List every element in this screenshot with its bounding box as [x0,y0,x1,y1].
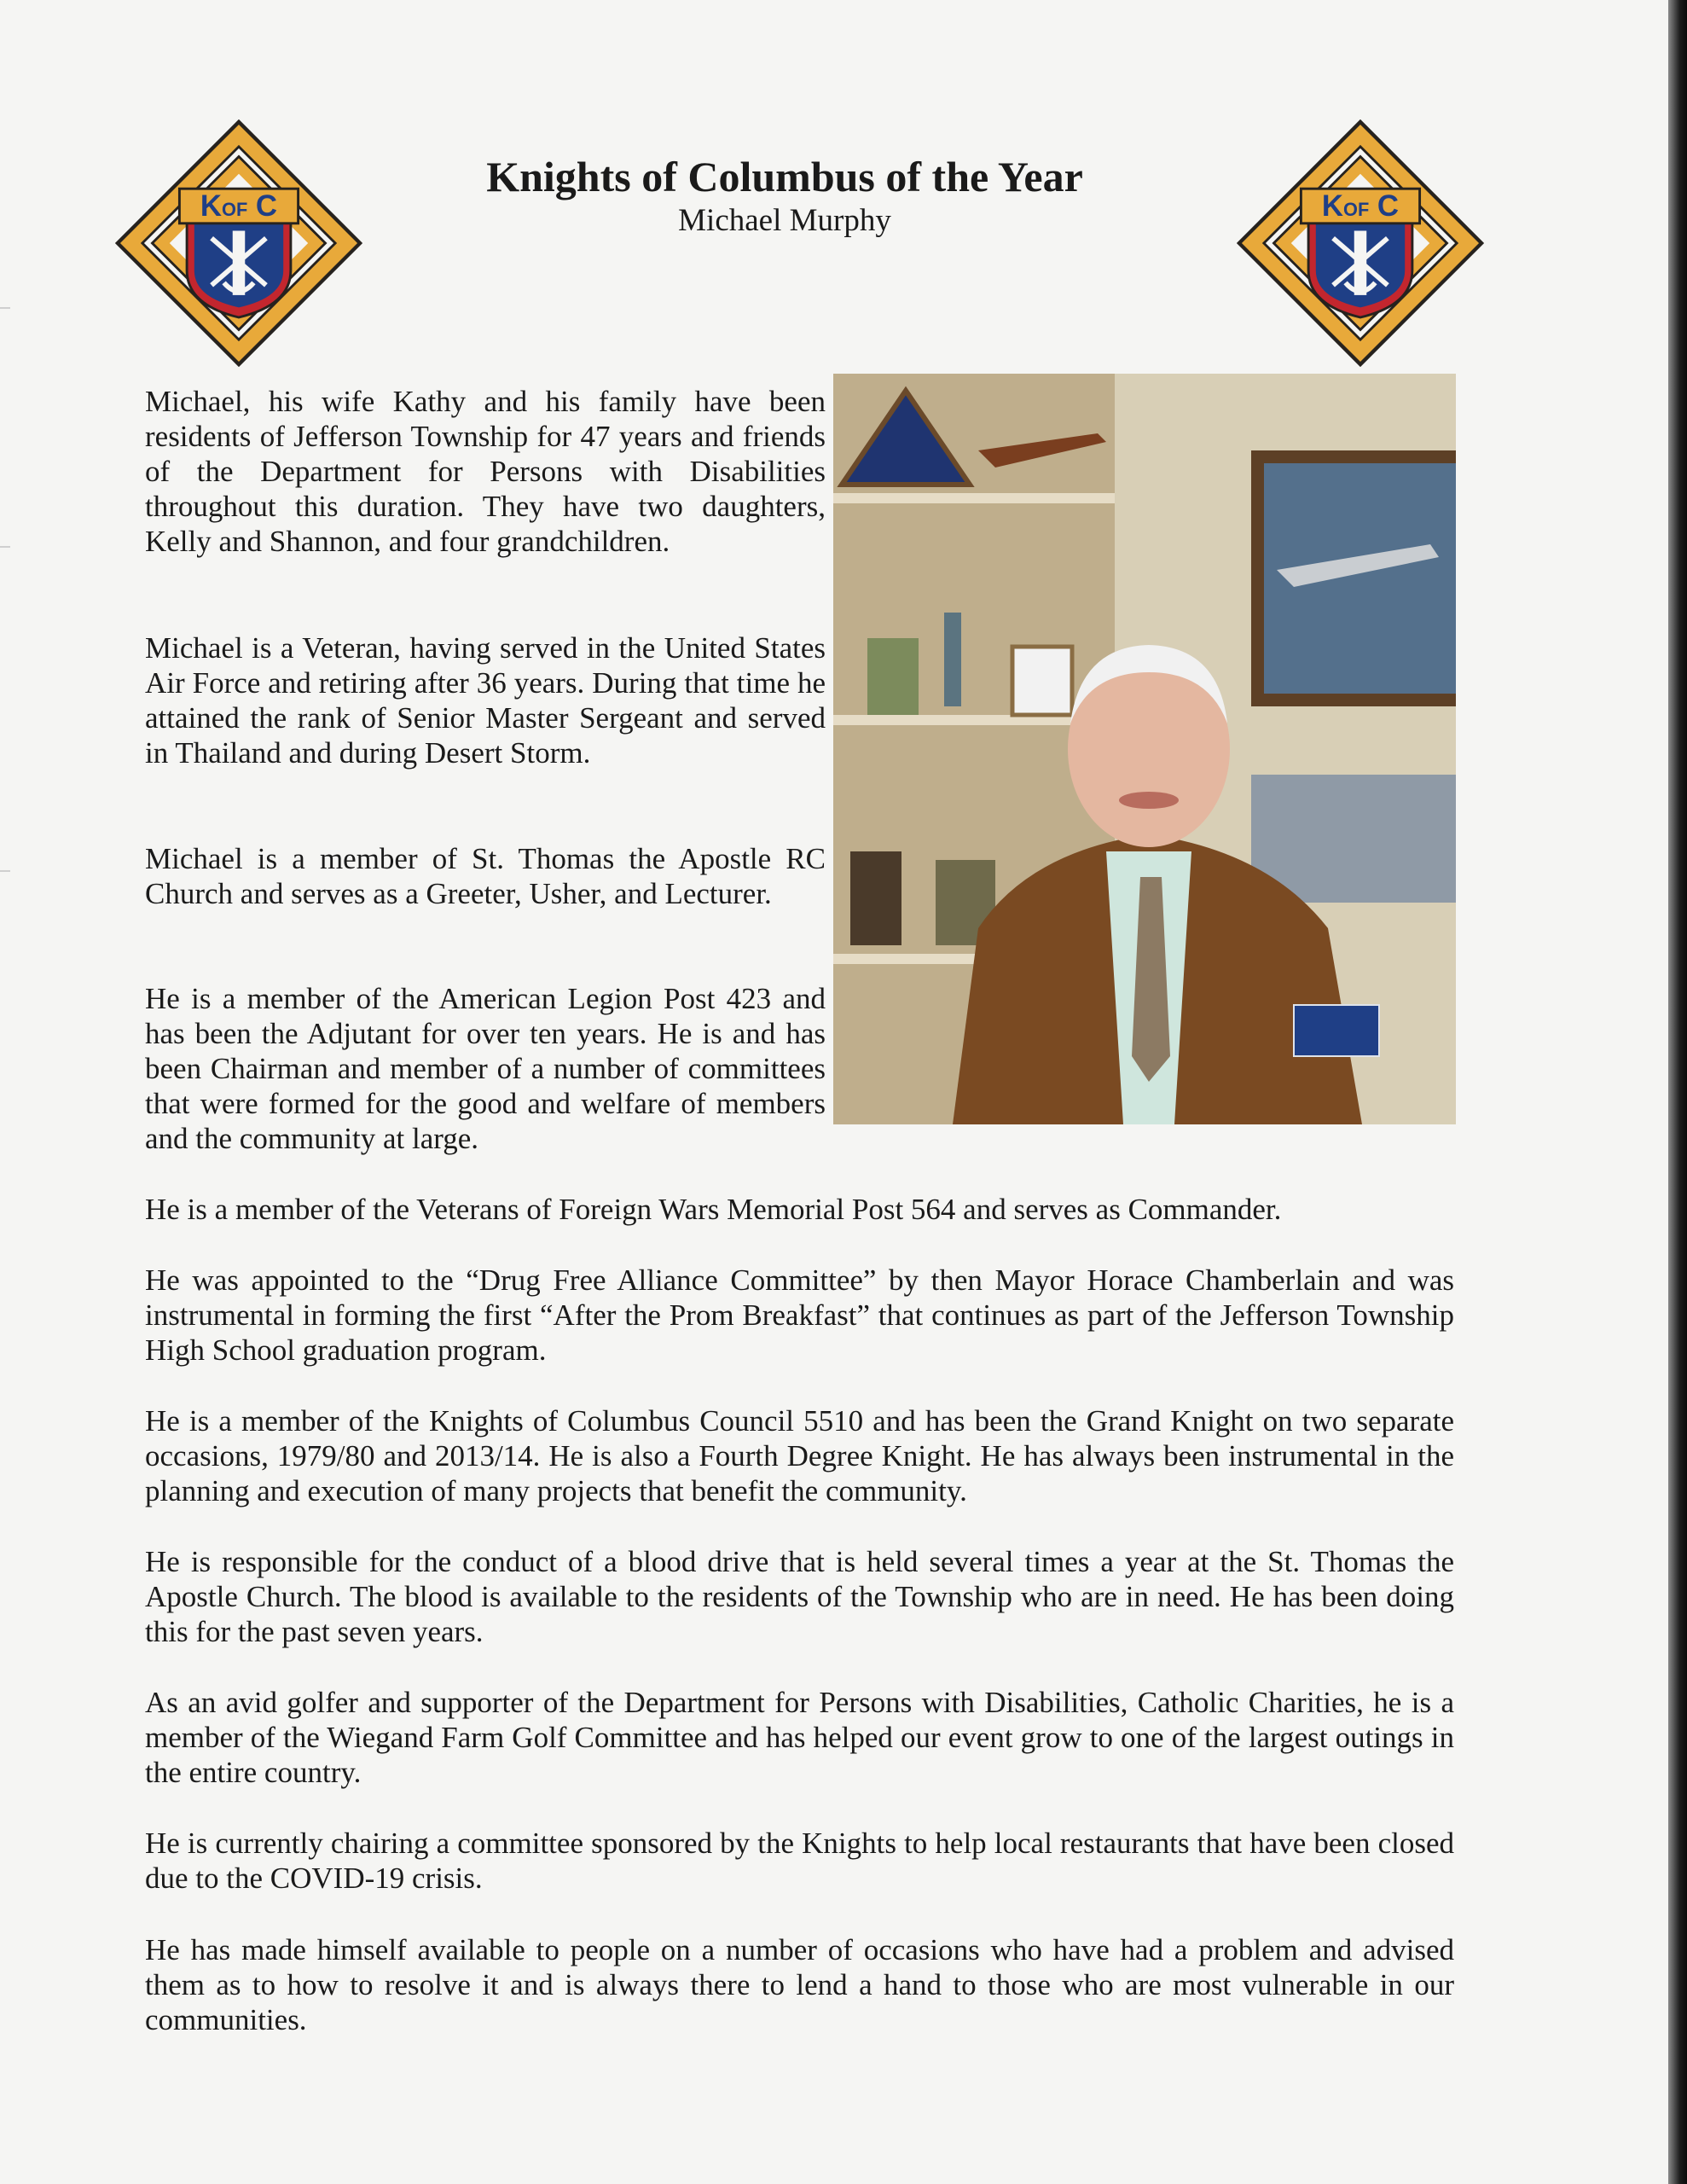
svg-text:KOF C: KOF C [200,189,278,224]
portrait-photo [833,374,1456,1124]
binder-marks [0,0,12,2184]
bio-paragraph-covid-committee: He is currently chairing a committee sponsored by the Knights to help local restaurants that have been closed due to the COVID-19 crisis. [145,1827,1454,1895]
bio-paragraph-golf-committee: As an avid golfer and supporter of the Department for Persons with Disabilities, Catholic Charities, he is a member of the Wiegand Farm Golf Committee and has helped our event grow to one of the largest outings in the entire country. [145,1686,1454,1789]
bio-paragraph-drug-free-alliance: He was appointed to the “Drug Free Alliance Committee” by then Mayor Horace Chamberlain and was instrumental in forming the first “After the Prom Breakfast” that continues as part of the Jefferson Township High School graduation program. [145,1263,1454,1367]
page-subtitle: Michael Murphy [678,203,891,238]
knights-of-columbus-emblem-icon-right [1237,119,1484,367]
bio-paragraph-church: Michael is a member of St. Thomas the Apostle RC Church and serves as a Greeter, Usher, and Lecturer. [145,842,826,910]
page-edge-shadow [1668,0,1687,2184]
bio-paragraph-vfw: He is a member of the Veterans of Foreign Wars Memorial Post 564 and serves as Commander. [145,1193,1282,1226]
page-title: Knights of Columbus of the Year [486,153,1083,200]
bio-paragraph-american-legion: He is a member of the American Legion Post 423 and has been the Adjutant for over ten years. He is and has been Chairman and member of a number of committees that were formed for the good and welfare of members and the community at large. [145,982,826,1155]
knights-of-columbus-emblem-icon-left [115,119,362,367]
bio-paragraph-blood-drive: He is responsible for the conduct of a blood drive that is held several times a year at the St. Thomas the Apostle Church. The blood is available to the residents of the Township who are in need. He has been doing this for the past seven years. [145,1545,1454,1648]
svg-text:KOF C: KOF C [1321,189,1400,224]
bio-paragraph-community-help: He has made himself available to people on a number of occasions who have had a problem and advised them as to how to resolve it and is always there to lend a hand to those who are most vulnerable in our communities. [145,1933,1454,2036]
bio-paragraph-family: Michael, his wife Kathy and his family have been residents of Jefferson Township for 47 years and friends of the Department for Persons with Disabilities throughout this duration. They have two daughters, Kelly and Shannon, and four grandchildren. [145,385,826,558]
bio-paragraph-knights-council: He is a member of the Knights of Columbus Council 5510 and has been the Grand Knight on two separate occasions, 1979/80 and 2013/14. He is also a Fourth Degree Knight. He has always been instrumental in the planning and execution of many projects that benefit the community. [145,1404,1454,1507]
bio-paragraph-veteran: Michael is a Veteran, having served in the United States Air Force and retiring after 36 years. During that time he attained the rank of Senior Master Sergeant and served in Thailand and during Desert Storm. [145,631,826,770]
